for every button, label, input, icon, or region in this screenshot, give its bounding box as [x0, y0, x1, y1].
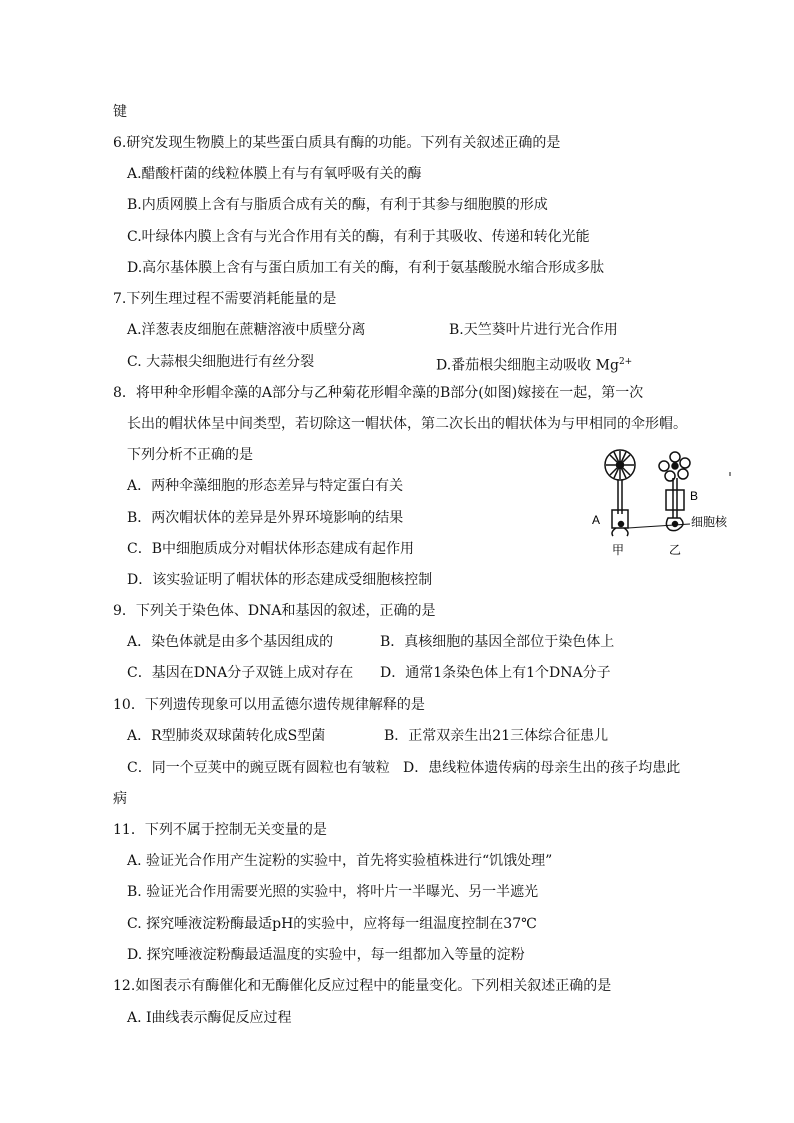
question-7-option-d: D.番茄根尖细胞主动吸收 $Mg^{2+}$	[436, 357, 633, 374]
question-10-option-c: C．同一个豆荚中的豌豆既有圆粒也有皱粒	[127, 760, 390, 776]
figure-label-b: B	[690, 489, 699, 503]
question-8-option-d: D．该实验证明了帽状体的形态建成受细胞核控制	[127, 572, 433, 588]
question-11-option-c: C. 探究唾液淀粉酶最适pH的实验中，应将每一组温度控制在37℃	[127, 916, 537, 932]
question-10-option-d: D．患线粒体遗传病的母亲生出的孩子均患此	[403, 760, 681, 776]
question-6-option-b: B.内质网膜上含有与脂质合成有关的酶，有利于其参与细胞膜的形成	[127, 197, 548, 213]
question-9-stem: 9．下列关于染色体、DNA和基因的叙述，正确的是	[113, 603, 436, 619]
question-8-option-b: B．两次帽状体的差异是外界环境影响的结果	[127, 510, 404, 526]
question-9-option-d: D．通常1条染色体上有1个DNA分子	[380, 665, 611, 681]
question-12-stem: 12.如图表示有酶催化和无酶催化反应过程中的能量变化。下列相关叙述正确的是	[113, 978, 612, 994]
question-8-stem-line-3: 下列分析不正确的是	[127, 447, 253, 463]
question-10-option-a: A．R型肺炎双球菌转化成S型菌	[127, 728, 326, 744]
carry-over-char: 键	[113, 104, 127, 120]
question-7-option-a: A.洋葱表皮细胞在蔗糖溶液中质壁分离	[127, 322, 366, 338]
question-11-option-d: D. 探究唾液淀粉酶最适温度的实验中，每一组都加入等量的淀粉	[127, 947, 525, 963]
question-8-option-c: C．B中细胞质成分对帽状体形态建成有起作用	[127, 541, 414, 557]
question-8-stem-line-1: 8．将甲种伞形帽伞藻的A部分与乙种菊花形帽伞藻的B部分(如图)嫁接在一起，第一次	[113, 385, 644, 401]
question-7-option-b: B.天竺葵叶片进行光合作用	[449, 322, 618, 338]
acetabularia-graft-figure	[590, 448, 740, 560]
question-10-option-d-continued: 病	[113, 791, 127, 807]
question-9-option-b: B．真核细胞的基因全部位于染色体上	[380, 634, 615, 650]
figure-label-jia: 甲	[612, 543, 625, 557]
figure-label-nucleus: 细胞核	[691, 515, 728, 529]
question-8-option-a: A．两种伞藻细胞的形态差异与特定蛋白有关	[127, 478, 404, 494]
question-10-stem: 10．下列遗传现象可以用孟德尔遗传规律解释的是	[113, 697, 425, 713]
question-12-option-a: A. Ⅰ曲线表示酶促反应过程	[127, 1010, 292, 1026]
question-7-option-c: C. 大蒜根尖细胞进行有丝分裂	[127, 354, 315, 370]
question-8-stem-line-2: 长出的帽状体呈中间类型，若切除这一帽状体，第二次长出的帽状体为与甲相同的伞形帽。	[127, 416, 687, 432]
figure-label-a: A	[592, 513, 601, 527]
question-6-option-d: D.高尔基体膜上含有与蛋白质加工有关的酶，有利于氨基酸脱水缩合形成多肽	[127, 260, 605, 276]
question-11-option-b: B. 验证光合作用需要光照的实验中，将叶片一半曝光、另一半遮光	[127, 884, 539, 900]
question-6-stem: 6.研究发现生物膜上的某些蛋白质具有酶的功能。下列有关叙述正确的是	[113, 135, 561, 151]
figure-label-yi: 乙	[669, 543, 682, 557]
question-9-option-c: C．基因在DNA分子双链上成对存在	[127, 665, 354, 681]
question-6-option-a: A.醋酸杆菌的线粒体膜上有与有氧呼吸有关的酶	[127, 166, 422, 182]
chrysanthemum-cap-icon	[659, 452, 690, 481]
question-6-option-c: C.叶绿体内膜上含有与光合作用有关的酶，有利于其吸收、传递和转化光能	[127, 229, 590, 245]
question-7-stem: 7.下列生理过程不需要消耗能量的是	[113, 291, 337, 307]
question-11-stem: 11．下列不属于控制无关变量的是	[113, 822, 327, 838]
question-9-option-a: A．染色体就是由多个基因组成的	[127, 634, 334, 650]
question-11-option-a: A. 验证光合作用产生淀粉的实验中，首先将实验植株进行“饥饿处理”	[127, 853, 553, 869]
umbrella-cap-icon	[605, 450, 635, 480]
question-10-option-b: B．正常双亲生出21三体综合征患儿	[384, 728, 609, 744]
